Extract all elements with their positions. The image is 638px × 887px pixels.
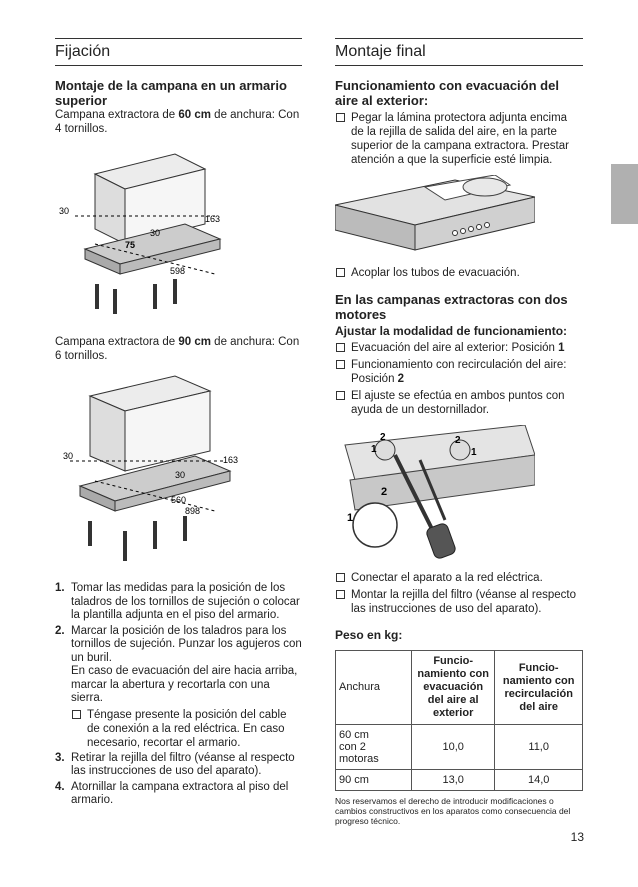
step-item: 2. Marcar la posición de los taladros para los tornillos de sujeción. Punzar los agujeros con un buril. En caso de evacuación del aire hacia arriba, marcar la abertura y recortarla con una sierra. Téngase presente la posición del cable de conexión a la red eléctrica. En caso necesario, recortar el armario. (55, 624, 302, 749)
bullet-lamina: Pegar la lámina protectora adjunta encima de la rejilla de salida del aire, en la parte superior de la campana extractora. Prestar atención a que la superficie esté limpia. (335, 111, 583, 167)
steps-list (55, 582, 302, 808)
table-row (336, 770, 583, 791)
table-cell: 90 cm (336, 770, 412, 791)
position-label: 2 (455, 435, 461, 446)
weight-table (335, 650, 583, 791)
checkbox-square-icon (336, 573, 345, 582)
left-column (55, 38, 302, 810)
position-label: 2 (380, 432, 386, 443)
bullet-conectar: Conectar el aparato a la red eléctrica. (335, 571, 583, 585)
step-item: 1. Tomar las medidas para la posición de los taladros de los tornillos de sujeción o colocar la plantilla adjunta en el piso del armario. (55, 582, 300, 621)
table-cell: 10,0 (412, 725, 495, 770)
position-label: 1 (371, 444, 377, 455)
checkbox-square-icon (336, 391, 345, 400)
dim-label: 163 (205, 214, 221, 224)
bullet-mode-2: Funcionamiento con recirculación del aire: Posición 2 (335, 358, 583, 386)
dim-label: 75 (125, 240, 136, 250)
figure-hood-90cm (55, 371, 302, 576)
table-header-row (336, 651, 583, 725)
checkbox-square-icon (336, 360, 345, 369)
dim-label: 30 (175, 470, 186, 480)
dim-label: 30 (150, 228, 161, 238)
table-header: Funcio-namiento con evacuación del aire al exterior (412, 651, 495, 725)
dim-label: 560 (171, 495, 187, 505)
checkbox-square-icon (336, 343, 345, 352)
dim-label: 30 (59, 206, 70, 216)
table-header: Anchura (336, 651, 412, 725)
dim-label: 898 (185, 506, 201, 516)
heading-evacuacion: Funcionamiento con evacuación del aire al exterior: (335, 78, 559, 108)
bullet-mode-3: El ajuste se efectúa en ambos puntos con ayuda de un destornillador. (335, 389, 583, 417)
step-item: 3. Retirar la rejilla del filtro (véanse al respecto las instrucciones de uso del aparato). (55, 751, 295, 777)
checkbox-square-icon (336, 113, 345, 122)
position-label: 1 (347, 512, 354, 524)
page-number: 13 (570, 830, 584, 844)
dim-label: 163 (223, 455, 239, 465)
bullet-tubos: Acoplar los tubos de evacuación. (335, 266, 583, 280)
figure-hood-foil (335, 175, 583, 260)
heading-dos-motores: En las campanas extractoras con dos motores (335, 292, 568, 322)
bullet-rejilla: Montar la rejilla del filtro (véanse al respecto las instrucciones de uso del aparato). (335, 588, 583, 616)
section-title-montaje-final: Montaje final (335, 39, 583, 66)
table-header: Funcio-namiento con recirculación del aire (495, 651, 583, 725)
table-cell: 11,0 (495, 725, 583, 770)
table-row (336, 725, 583, 770)
checkbox-square-icon (336, 268, 345, 277)
section-tab-marker (611, 164, 638, 224)
section-title-fijacion: Fijación (55, 39, 302, 66)
dim-label: 30 (63, 451, 74, 461)
weight-title: Peso en kg: (335, 628, 403, 642)
figure-hood-60cm (55, 144, 302, 329)
position-label: 1 (471, 447, 477, 458)
right-column (335, 38, 583, 826)
bullet-mode-1: Evacuación del aire al exterior: Posición 1 (335, 341, 583, 355)
figure-screwdriver (335, 425, 583, 565)
checkbox-square-icon (336, 590, 345, 599)
paragraph-60cm: Campana extractora de 60 cm de anchura: Con 4 tornillos. (55, 109, 300, 135)
subheading-modalidad: Ajustar la modalidad de funcionamiento: (335, 324, 568, 338)
step-sub-bullet: Téngase presente la posición del cable de conexión a la red eléctrica. En caso necesario, recortar el armario. (71, 708, 302, 750)
table-cell: 13,0 (412, 770, 495, 791)
checkbox-square-icon (72, 710, 81, 719)
paragraph-90cm: Campana extractora de 90 cm de anchura: Con 6 tornillos. (55, 336, 300, 362)
position-label: 2 (381, 486, 388, 498)
heading-montaje-armario: Montaje de la campana en un armario superior (55, 78, 287, 108)
table-cell: 60 cm con 2 motoras (336, 725, 412, 770)
table-cell: 14,0 (495, 770, 583, 791)
dim-label: 598 (170, 266, 186, 276)
step-item: 4. Atornillar la campana extractora al piso del armario. (55, 780, 289, 806)
legal-note: Nos reservamos el derecho de introducir modificaciones o cambios constructivos en los aparatos como consecuencia del progreso técnico. (335, 796, 571, 826)
